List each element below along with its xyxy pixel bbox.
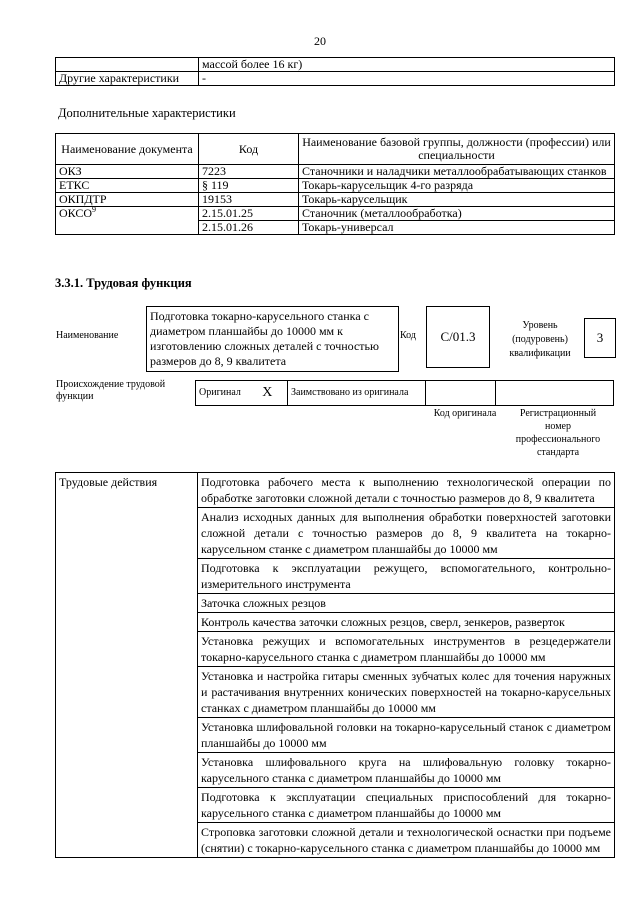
- additional-characteristics-title: Дополнительные характеристики: [58, 106, 236, 120]
- original-code-cell: [426, 381, 496, 406]
- labor-action: Заточка сложных резцов: [198, 594, 615, 613]
- table-row: [56, 165, 615, 179]
- table-row: [56, 207, 615, 221]
- origin-table: [195, 380, 614, 406]
- borrowed-label: Заимствовано из оригинала: [288, 381, 426, 406]
- table-row: [56, 473, 615, 508]
- code-cell: 2.15.01.25: [199, 207, 299, 221]
- function-name-box: Подготовка токарно-карусельного станка с диаметром планшайбы до 10000 мм к изготовлению сложных деталей с точностью размеров до 8, 9 квалитета: [146, 306, 399, 372]
- labor-actions-label: Трудовые действия: [56, 473, 198, 858]
- page-number: 20: [314, 34, 326, 48]
- section-title: 3.3.1. Трудовая функция: [55, 276, 192, 290]
- name-cell: Токарь-карусельщик 4-го разряда: [299, 179, 615, 193]
- name-cell: Токарь-карусельщик: [299, 193, 615, 207]
- code-cell: 19153: [199, 193, 299, 207]
- char-value: -: [199, 72, 615, 86]
- doc-cell: ОКЗ: [56, 165, 199, 179]
- code-cell: 7223: [199, 165, 299, 179]
- code-cell: § 119: [199, 179, 299, 193]
- char-label: Другие характеристики: [56, 72, 199, 86]
- name-cell: Станочники и наладчики металлообрабатывающих станков: [299, 165, 615, 179]
- labor-action: Установка и настройка гитары сменных зубчатых колес для точения наружных и растачивания внутренних конических поверхностей на токарно-карусельных станках с диаметром планшайбы до 10000 мм: [198, 667, 615, 718]
- code-label: Код: [400, 330, 416, 341]
- doc-name: ОКСО: [59, 206, 93, 220]
- function-code-box: С/01.3: [426, 306, 490, 368]
- origin-label: Происхождение трудовой функции: [56, 379, 166, 402]
- labor-action: Подготовка к эксплуатации режущего, вспомогательного, контрольно-измерительного инструмента: [198, 559, 615, 594]
- header-group-name: Наименование базовой группы, должности (профессии) или специальности: [299, 134, 615, 165]
- original-mark: X: [248, 381, 288, 406]
- labor-action: Строповка заготовки сложной детали и технологической оснастки при подъеме (снятии) с токарно-карусельного станка с диаметром планшайбы до 10000 мм: [198, 823, 615, 858]
- header-document: Наименование документа: [56, 134, 199, 165]
- header-code: Код: [199, 134, 299, 165]
- table-header-row: [56, 134, 615, 165]
- doc-cell: [56, 207, 199, 235]
- labor-actions-table: [55, 472, 615, 858]
- table-row: [196, 381, 614, 406]
- labor-action: Контроль качества заточки сложных резцов, сверл, зенкеров, разверток: [198, 613, 615, 632]
- labor-action: Установка шлифовального круга на шлифовальную головку токарно-карусельного станка с диаметром планшайбы до 10000 мм: [198, 753, 615, 788]
- original-code-caption: Код оригинала: [433, 408, 497, 419]
- char-value: массой более 16 кг): [199, 58, 615, 72]
- char-label: [56, 58, 199, 72]
- doc-cell: ОКПДТР: [56, 193, 199, 207]
- labor-action: Подготовка рабочего места к выполнению технологической операции по обработке заготовки сложной детали с точностью размеров до 8, 9 квалитета: [198, 473, 615, 508]
- original-label: Оригинал: [196, 381, 248, 406]
- labor-action: Установка режущих и вспомогательных инструментов в резцедержатели токарно-карусельного станка с диаметром планшайбы до 10000 мм: [198, 632, 615, 667]
- qualification-level-box: 3: [584, 318, 616, 358]
- labor-action: Подготовка к эксплуатации специальных приспособлений для токарно-карусельного станка с диаметром планшайбы до 10000 мм: [198, 788, 615, 823]
- table-row: [56, 72, 615, 86]
- table-row: [56, 193, 615, 207]
- name-cell: Станочник (металлообработка): [299, 207, 615, 221]
- additional-characteristics-table: [55, 133, 615, 235]
- qualification-level-label: Уровень (подуровень) квалификации: [509, 320, 571, 359]
- doc-cell: ЕТКС: [56, 179, 199, 193]
- footnote-mark: 9: [92, 205, 97, 214]
- code-cell: 2.15.01.26: [199, 221, 299, 235]
- name-label: Наименование: [56, 330, 119, 341]
- registration-number-caption: Регистрационный номер профессионального стандарта: [515, 408, 601, 458]
- labor-action: Анализ исходных данных для выполнения обработки поверхностей заготовки сложной детали с точностью размеров до 8, 9 квалитета на токарно-карусельном станке с диаметром планшайбы до 10000 мм: [198, 508, 615, 559]
- table-row: [56, 179, 615, 193]
- table-row: [56, 58, 615, 72]
- characteristics-table: [55, 57, 615, 86]
- registration-number-cell: [496, 381, 614, 406]
- name-cell: Токарь-универсал: [299, 221, 615, 235]
- labor-action: Установка шлифовальной головки на токарно-карусельный станок с диаметром планшайбы до 10000 мм: [198, 718, 615, 753]
